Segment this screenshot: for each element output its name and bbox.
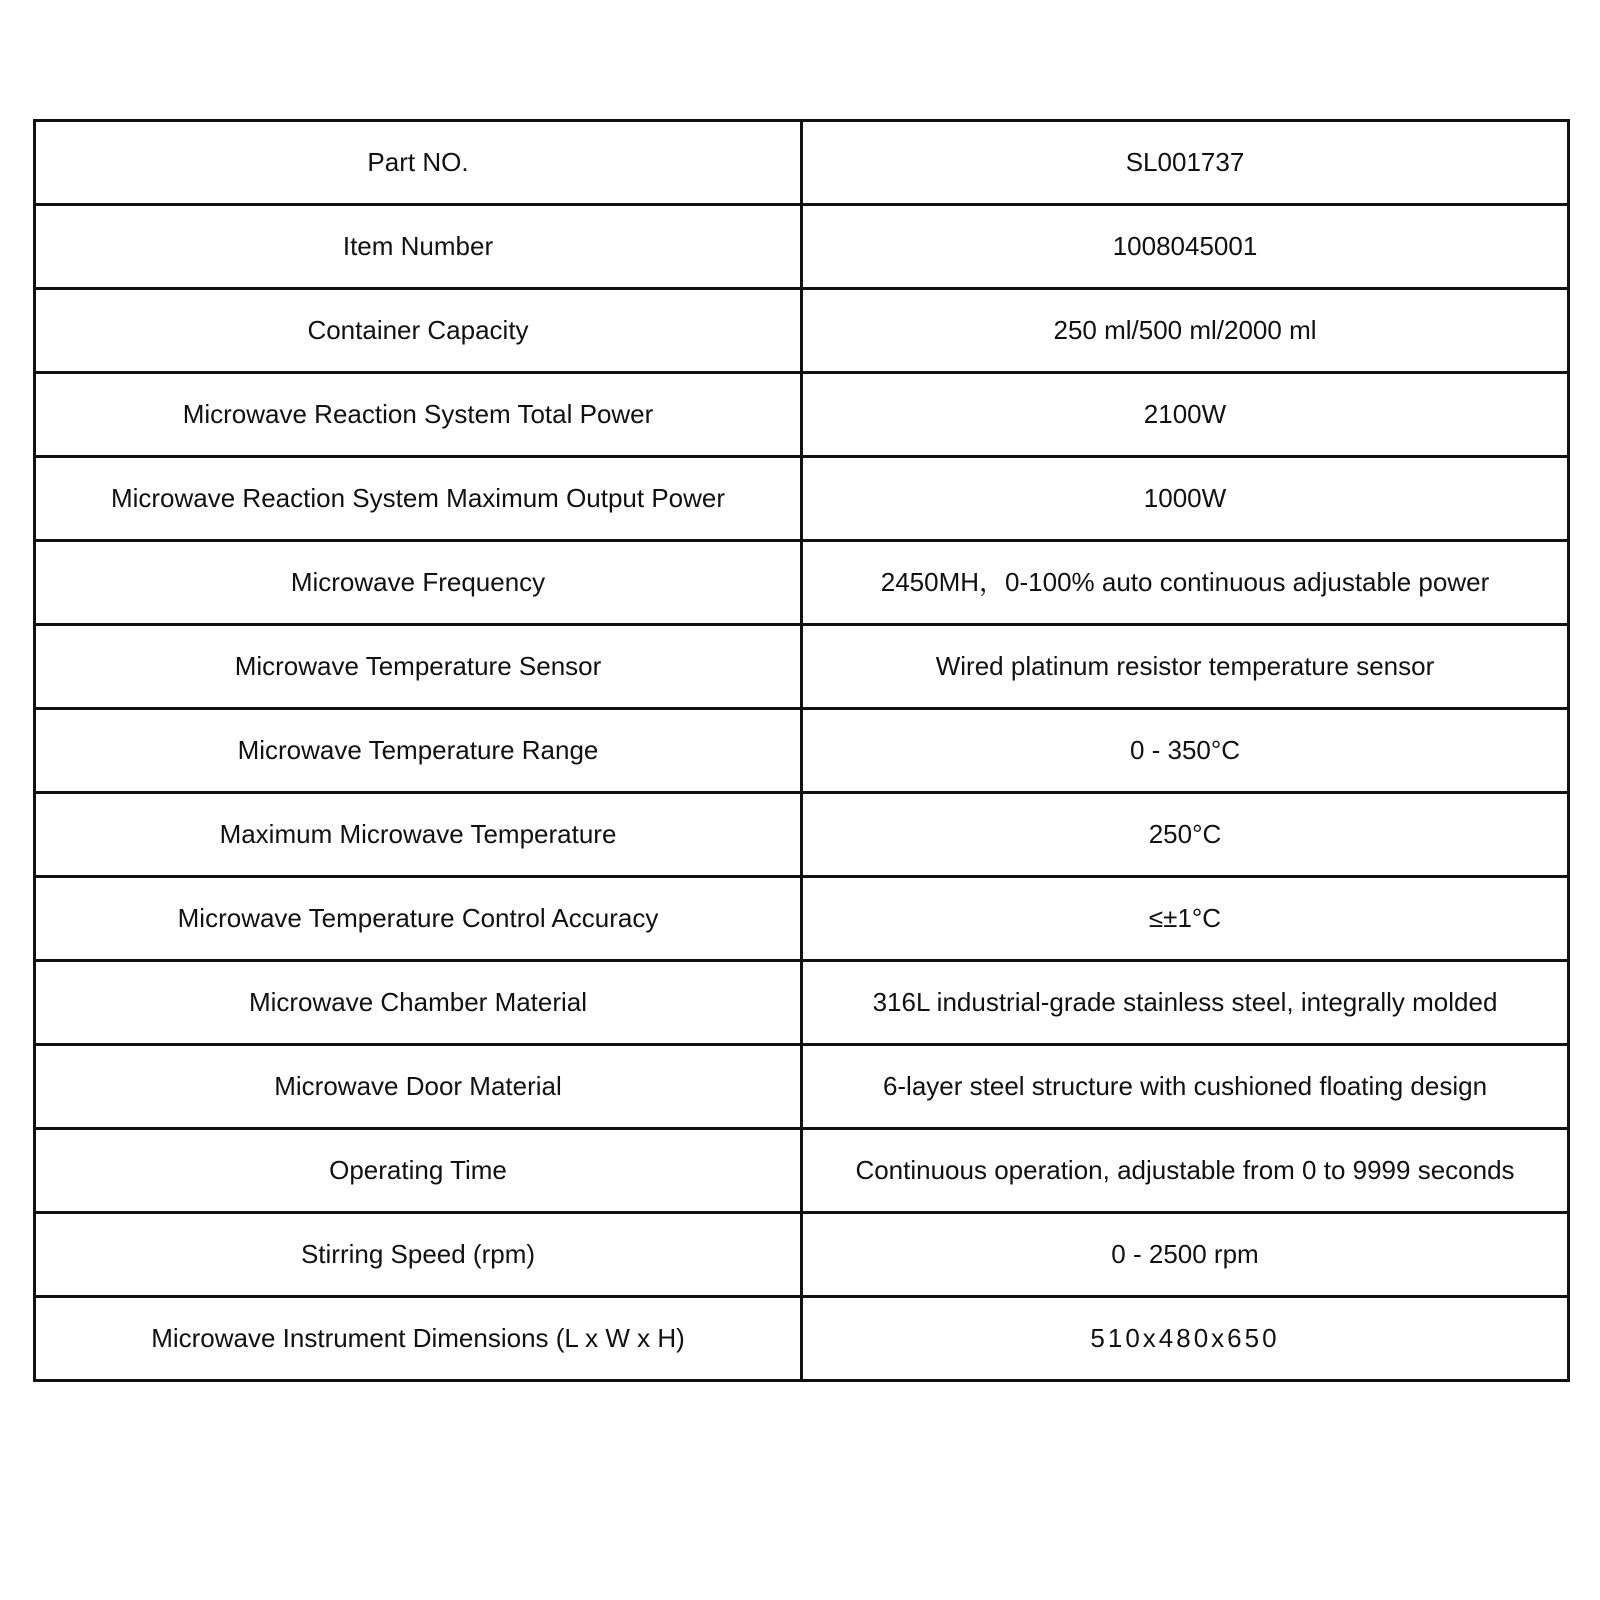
spec-label: Microwave Temperature Control Accuracy [35, 877, 802, 961]
table-row [35, 541, 1569, 625]
spec-label: Microwave Temperature Range [35, 709, 802, 793]
spec-value: 250 ml/500 ml/2000 ml [802, 289, 1569, 373]
spec-value: ≤±1°C [802, 877, 1569, 961]
table-row [35, 877, 1569, 961]
table-row [35, 457, 1569, 541]
spec-value: 250°C [802, 793, 1569, 877]
spec-value: 0 - 350°C [802, 709, 1569, 793]
spec-label: Item Number [35, 205, 802, 289]
spec-label: Maximum Microwave Temperature [35, 793, 802, 877]
spec-value: 2450MH，0-100% auto continuous adjustable power [802, 541, 1569, 625]
spec-label: Microwave Door Material [35, 1045, 802, 1129]
spec-label: Operating Time [35, 1129, 802, 1213]
table-row [35, 1045, 1569, 1129]
spec-value: Continuous operation, adjustable from 0 to 9999 seconds [802, 1129, 1569, 1213]
table-row [35, 625, 1569, 709]
table-row [35, 793, 1569, 877]
spec-value: 316L industrial-grade stainless steel, integrally molded [802, 961, 1569, 1045]
spec-value: SL001737 [802, 121, 1569, 205]
spec-value: Wired platinum resistor temperature sensor [802, 625, 1569, 709]
spec-value: 6-layer steel structure with cushioned floating design [802, 1045, 1569, 1129]
spec-label: Part NO. [35, 121, 802, 205]
spec-label: Microwave Reaction System Total Power [35, 373, 802, 457]
table-row [35, 709, 1569, 793]
table-row [35, 1297, 1569, 1381]
spec-label: Microwave Temperature Sensor [35, 625, 802, 709]
spec-label: Container Capacity [35, 289, 802, 373]
spec-value: 1008045001 [802, 205, 1569, 289]
spec-label: Stirring Speed (rpm) [35, 1213, 802, 1297]
spec-label: Microwave Reaction System Maximum Output Power [35, 457, 802, 541]
table-row [35, 205, 1569, 289]
table-row [35, 121, 1569, 205]
spec-value: 1000W [802, 457, 1569, 541]
table-row [35, 1213, 1569, 1297]
spec-label: Microwave Chamber Material [35, 961, 802, 1045]
table-row [35, 961, 1569, 1045]
spec-label: Microwave Frequency [35, 541, 802, 625]
spec-label: Microwave Instrument Dimensions (L x W x H) [35, 1297, 802, 1381]
table-row [35, 1129, 1569, 1213]
table-row [35, 373, 1569, 457]
spec-value: 2100W [802, 373, 1569, 457]
spec-value: 510x480x650 [802, 1297, 1569, 1381]
table-row [35, 289, 1569, 373]
spec-table [33, 119, 1570, 1382]
spec-value: 0 - 2500 rpm [802, 1213, 1569, 1297]
